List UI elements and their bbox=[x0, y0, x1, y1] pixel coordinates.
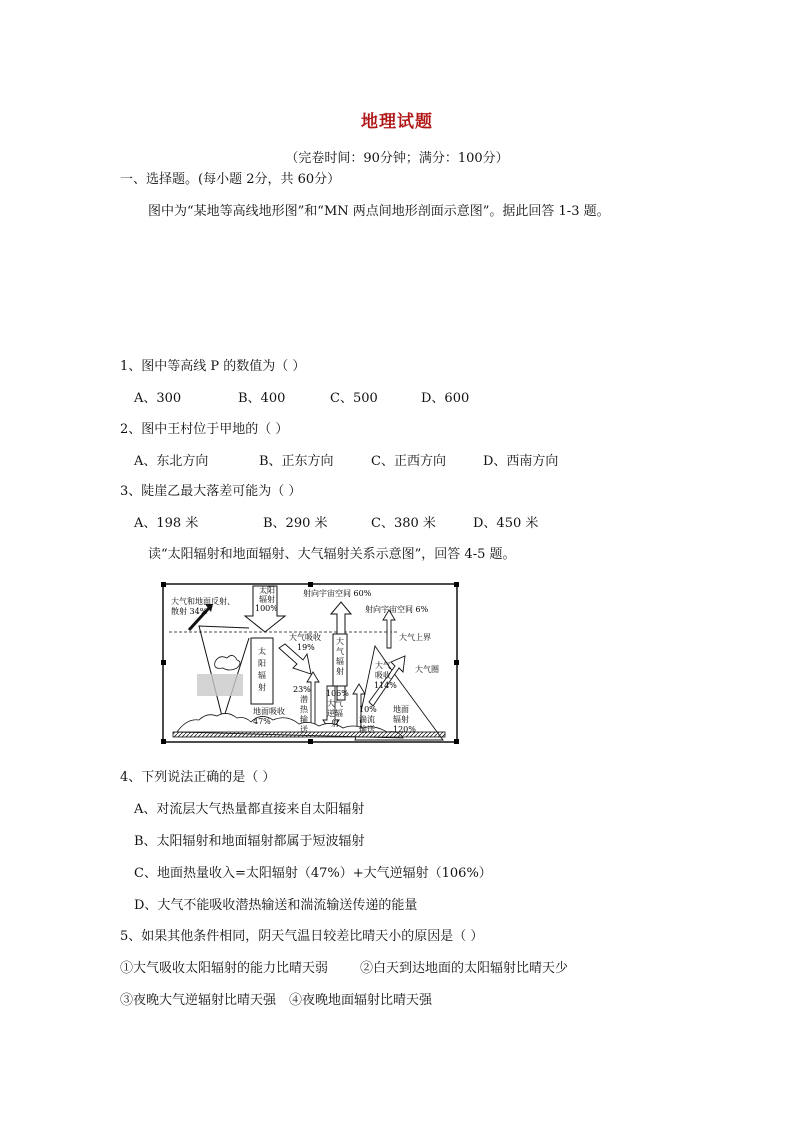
label-latent-4: 送 bbox=[300, 725, 308, 734]
label-ground-rad-2: 辐射 bbox=[393, 715, 409, 724]
question-2-stem: 2、图中王村位于甲地的（ ） bbox=[120, 422, 289, 437]
label-atmo-absorb2-2: 吸收 bbox=[375, 671, 391, 680]
frame-handle[interactable] bbox=[161, 739, 166, 744]
section-heading: 一、选择题。(每小题 2分，共 60分） bbox=[120, 172, 341, 187]
label-ground-rad-1: 地面 bbox=[393, 705, 409, 714]
label-atmo-rad-3: 辐 bbox=[336, 657, 344, 666]
label-solar-top-1: 太 bbox=[259, 586, 267, 595]
label-atmo-rad-1: 大 bbox=[336, 637, 344, 646]
label-back-pct: 106% bbox=[326, 689, 349, 698]
frame-handle[interactable] bbox=[161, 582, 166, 587]
question-4-stem: 4、下列说法正确的是（ ） bbox=[120, 770, 276, 785]
label-solar-mid-3: 辐 bbox=[258, 671, 266, 680]
label-turb-2: 输送 bbox=[359, 725, 375, 734]
label-reflect-2: 散射 34% bbox=[171, 607, 208, 616]
question-5-item-2[interactable]: ②白天到达地面的太阳辐射比晴天少 bbox=[360, 961, 569, 976]
question-2-option-b[interactable]: B、正东方向 bbox=[259, 454, 334, 469]
label-latent-pct: 23% bbox=[293, 685, 311, 694]
exam-subtitle: （完卷时间：90分钟；满分：100分） bbox=[285, 151, 509, 166]
question-3-option-d[interactable]: D、450 米 bbox=[473, 516, 539, 531]
frame-handle[interactable] bbox=[308, 739, 313, 744]
label-ground-absorb-2: 47% bbox=[253, 717, 271, 726]
label-reflect-1: 大气和地面反射、 bbox=[171, 597, 235, 606]
frame-handle[interactable] bbox=[161, 660, 166, 665]
label-solar-top-4: 射 bbox=[267, 595, 275, 604]
label-latent-2: 热 bbox=[300, 705, 308, 714]
label-atmo-rad-4: 射 bbox=[336, 667, 344, 676]
question-2-option-c[interactable]: C、正西方向 bbox=[371, 454, 446, 469]
label-atmo-rad-2: 气 bbox=[336, 647, 344, 656]
label-back-2: 逆辐 bbox=[327, 709, 343, 718]
frame-handle[interactable] bbox=[308, 582, 313, 587]
blurred-area bbox=[197, 674, 243, 696]
intro-1-3: 图中为“某地等高线地形图”和“MN 两点间地形剖面示意图”。据此回答 1-3 题。 bbox=[148, 204, 610, 219]
label-latent-3: 输 bbox=[300, 715, 308, 724]
question-3-stem: 3、陡崖乙最大落差可能为（ ） bbox=[120, 484, 302, 499]
label-solar-mid-4: 射 bbox=[258, 683, 266, 692]
label-solar-top-3: 辐 bbox=[259, 595, 267, 604]
label-back-1: 大气 bbox=[327, 699, 343, 708]
question-5-item-3[interactable]: ③夜晚大气逆辐射比晴天强 bbox=[120, 993, 277, 1008]
label-solar-top-pct: 100% bbox=[255, 604, 278, 613]
exam-title: 地理试题 bbox=[361, 112, 433, 132]
label-solar-top-2: 阳 bbox=[267, 586, 275, 595]
question-5-item-4[interactable]: ④夜晚地面辐射比晴天强 bbox=[289, 993, 433, 1008]
question-2-option-d[interactable]: D、西南方向 bbox=[483, 454, 559, 469]
question-4-option-a[interactable]: A、对流层大气热量都直接来自太阳辐射 bbox=[134, 802, 365, 817]
label-ground-rad-3: 120% bbox=[393, 725, 416, 734]
intro-4-5: 读“太阳辐射和地面辐射、大气辐射关系示意图”，回答 4-5 题。 bbox=[148, 547, 516, 562]
label-space-60: 射向宇宙空间 60% bbox=[303, 589, 372, 598]
label-turb-1: 湍流 bbox=[359, 715, 375, 724]
label-atmosphere: 大气圈 bbox=[415, 665, 439, 674]
question-4-option-d[interactable]: D、大气不能吸收潜热输送和湍流输送传递的能量 bbox=[134, 898, 418, 913]
frame-handle[interactable] bbox=[454, 739, 459, 744]
label-ground-absorb-1: 地面吸收 bbox=[253, 707, 285, 716]
question-4-option-c[interactable]: C、地面热量收入=太阳辐射（47%）+大气逆辐射（106%） bbox=[134, 866, 492, 881]
question-1-option-c[interactable]: C、500 bbox=[330, 391, 378, 406]
frame-handle[interactable] bbox=[454, 582, 459, 587]
label-space-6: 射向宇宙空间 6% bbox=[365, 605, 429, 614]
label-atmo-absorb-2: 19% bbox=[297, 643, 315, 652]
frame-handle[interactable] bbox=[454, 660, 459, 665]
label-atmo-absorb-1: 大气吸收 bbox=[289, 633, 321, 642]
question-3-option-a[interactable]: A、198 米 bbox=[134, 516, 199, 531]
label-latent-1: 潜 bbox=[300, 695, 308, 704]
question-4-option-b[interactable]: B、太阳辐射和地面辐射都属于短波辐射 bbox=[134, 834, 365, 849]
label-back-3: 射 bbox=[331, 719, 339, 728]
label-atmo-upper: 大气上界 bbox=[399, 633, 431, 642]
question-1-option-a[interactable]: A、300 bbox=[134, 391, 182, 406]
label-turb-pct: 10% bbox=[359, 705, 377, 714]
question-2-option-a[interactable]: A、东北方向 bbox=[134, 454, 209, 469]
question-3-option-b[interactable]: B、290 米 bbox=[263, 516, 328, 531]
label-atmo-absorb2-3: 114% bbox=[374, 681, 397, 690]
question-1-stem: 1、图中等高线 P 的数值为（ ） bbox=[120, 359, 306, 374]
question-5-stem: 5、如果其他条件相同，阴天气温日较差比晴天小的原因是（ ） bbox=[120, 929, 484, 944]
label-solar-mid-1: 太 bbox=[258, 647, 266, 656]
label-solar-mid-2: 阳 bbox=[258, 659, 266, 668]
radiation-diagram bbox=[161, 582, 459, 744]
question-3-option-c[interactable]: C、380 米 bbox=[371, 516, 436, 531]
question-1-option-d[interactable]: D、600 bbox=[421, 391, 470, 406]
label-atmo-absorb2-1: 大气 bbox=[375, 661, 391, 670]
question-1-option-b[interactable]: B、400 bbox=[238, 391, 286, 406]
question-5-item-1[interactable]: ①大气吸收太阳辐射的能力比晴天弱 bbox=[120, 961, 329, 976]
